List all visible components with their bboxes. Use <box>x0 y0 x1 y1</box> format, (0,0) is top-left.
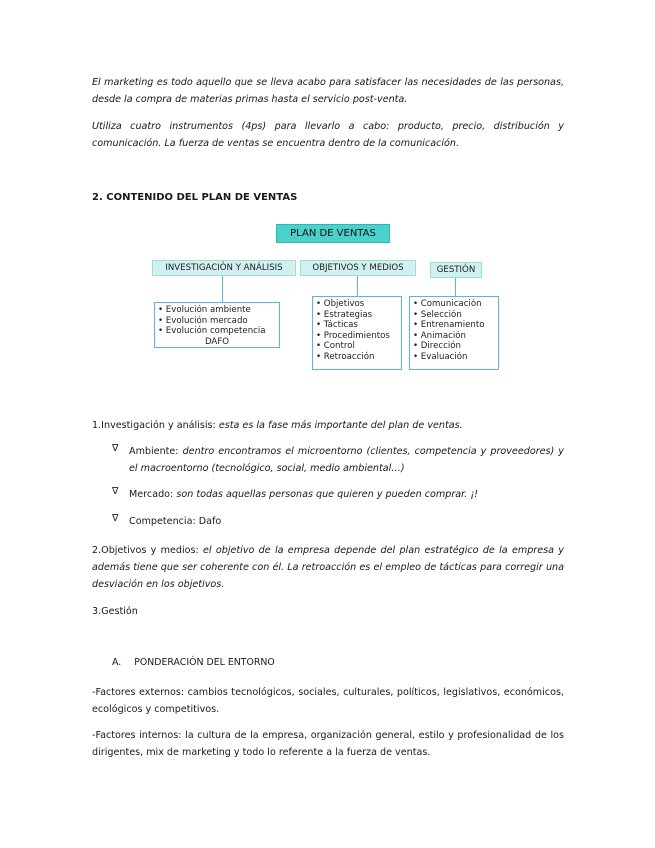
intro-paragraph-2: Utiliza cuatro instrumentos (4ps) para llevarlo a cabo: producto, precio, distribución y comunicación. La fuerza de ventas se encuentra dentro de la comunicación. <box>92 121 564 149</box>
diagram-list-objetivos <box>312 296 402 370</box>
diagram-header-objetivos: OBJETIVOS Y MEDIOS <box>300 260 416 276</box>
list-item: • Retroacción <box>316 351 375 362</box>
list-item: • Dirección <box>413 341 461 351</box>
factores-internos-paragraph: -Factores internos: la cultura de la empresa, organización general, estilo y profesionalidad de los dirigentes, mix de marketing y todo lo referente a la fuerza de ventas. <box>92 730 564 758</box>
connector-line <box>222 276 223 302</box>
ponderacion-heading <box>112 657 285 668</box>
plan-de-ventas-diagram <box>146 224 506 370</box>
diagram-list-investigacion <box>154 302 280 348</box>
connector-line <box>357 276 358 296</box>
diagram-list-gestion <box>409 296 499 370</box>
list-item: • Evaluación <box>413 351 468 362</box>
diagram-header-investigacion: INVESTIGACIÓN Y ANÁLISIS <box>152 260 296 276</box>
diagram-header-gestion: GESTIÓN <box>430 262 482 278</box>
investigacion-label: 1.Investigación y análisis: <box>92 420 216 431</box>
objetivos-paragraph <box>92 542 564 593</box>
objetivos-text: el objetivo de la empresa depende del plan estratégico de la empresa y además tiene que ser coherente con él. La retroacción es el empleo de tácticas para corregir una desviación en los objetivos. <box>92 545 564 590</box>
bullet-text: dentro encontramos el microentorno (clientes, competencia y proveedores) y el macroentorno (tecnológico, social, medio ambiental…) <box>129 446 564 474</box>
list-item: • Animación <box>413 330 466 341</box>
triangle-bullet-icon: ∇ <box>112 443 119 454</box>
objetivos-label: 2.Objetivos y medios: <box>92 545 199 556</box>
connector-line <box>455 278 456 296</box>
ponderacion-title: PONDERACIÓN DEL ENTORNO <box>134 657 275 668</box>
gestion-heading: 3.Gestión <box>92 606 138 617</box>
list-item: • Estrategias <box>316 309 373 320</box>
list-marker: A. <box>112 657 122 668</box>
bullet-label: Ambiente: <box>129 446 179 457</box>
intro-paragraph-1: El marketing es todo aquello que se lleva acabo para satisfacer las necesidades de las personas, desde la compra de materias primas hasta el servicio post-venta. <box>92 77 564 105</box>
bullet-text: son todas aquellas personas que quieren y pueden comprar. ¡! <box>176 489 479 500</box>
bullet-label: Competencia: Dafo <box>129 516 222 527</box>
list-item: • Objetivos <box>316 299 365 309</box>
bullet-mercado <box>112 486 564 503</box>
investigacion-text: esta es la fase más importante del plan de ventas. <box>218 420 463 431</box>
list-item: • Evolución mercado <box>158 315 248 326</box>
triangle-bullet-icon: ∇ <box>112 486 119 497</box>
diagram-title: PLAN DE VENTAS <box>276 224 390 243</box>
bullet-competencia <box>112 513 564 530</box>
list-item: • Comunicación <box>413 299 482 309</box>
investigacion-paragraph <box>92 417 564 434</box>
list-item: • Procedimientos <box>316 330 390 341</box>
section-heading: 2. CONTENIDO DEL PLAN DE VENTAS <box>92 192 298 203</box>
list-item: • Selección <box>413 309 462 320</box>
list-item: • Tácticas <box>316 320 358 330</box>
triangle-bullet-icon: ∇ <box>112 513 119 524</box>
list-item: • Evolución competencia <box>158 326 266 336</box>
list-item: • Control <box>316 341 355 351</box>
bullet-label: Mercado: <box>129 489 174 500</box>
list-item: • Evolución ambiente <box>158 305 251 315</box>
list-item: • Entrenamiento <box>413 320 485 330</box>
bullet-ambiente <box>112 443 564 477</box>
list-item: DAFO <box>204 336 230 347</box>
factores-externos-paragraph: -Factores externos: cambios tecnológicos, sociales, culturales, políticos, legislativos, económicos, ecológicos y competitivos. <box>92 687 564 715</box>
